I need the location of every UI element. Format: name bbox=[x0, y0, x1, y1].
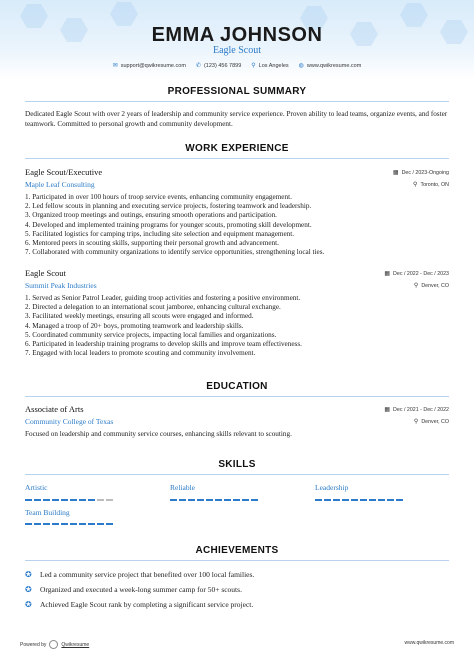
company-name: Summit Peak Industries bbox=[25, 281, 97, 290]
list-item: 6. Participated in leadership training programs to develop skills and improve team effectiveness. bbox=[25, 340, 302, 349]
globe-icon: ◍ bbox=[298, 63, 304, 69]
skill-dash bbox=[396, 499, 403, 501]
education-location: ⚲ Denver, CO bbox=[413, 419, 449, 425]
map-pin-icon: ⚲ bbox=[413, 182, 418, 188]
contact-location: ⚲ Los Angeles bbox=[251, 63, 289, 69]
skill-name: Artistic bbox=[25, 483, 48, 492]
skill-level-bar bbox=[25, 523, 113, 525]
skill-dash bbox=[25, 499, 32, 501]
job-dates: ▦ Dec / 2023-Ongoing bbox=[392, 170, 449, 176]
skill-dash bbox=[197, 499, 204, 501]
list-item: 6. Mentored peers in scouting skills, supporting their personal growth and advancement. bbox=[25, 239, 279, 248]
skill-dash bbox=[25, 523, 32, 525]
skill-dash bbox=[106, 523, 113, 525]
skill-dash bbox=[88, 523, 95, 525]
summary-text: Dedicated Eagle Scout with over 2 years of leadership and community service experience. Proven ability to lead teams, organize events, and foster teamwork. Committed to personal growth and community development. bbox=[25, 110, 448, 128]
footer-website[interactable]: www.qwikresume.com bbox=[404, 640, 454, 646]
achievement-item: ✪ Led a community service project that benefited over 100 local families. bbox=[25, 570, 255, 579]
skill-dash bbox=[106, 499, 113, 501]
divider bbox=[25, 396, 449, 397]
calendar-icon: ▦ bbox=[384, 271, 391, 277]
map-pin-icon: ⚲ bbox=[413, 419, 419, 425]
skill-dash bbox=[378, 499, 385, 501]
job-bullets bbox=[25, 294, 455, 358]
skill-dash bbox=[242, 499, 249, 501]
list-item: 7. Engaged with local leaders to promote scouting and community involvement. bbox=[25, 349, 256, 358]
skill-dash bbox=[70, 523, 77, 525]
skill-dash bbox=[88, 499, 95, 501]
education-text: Focused on leadership and community service courses, enhancing skills relevant to scouting. bbox=[25, 430, 292, 438]
list-item: 3. Facilitated weekly meetings, ensuring all scouts were engaged and informed. bbox=[25, 312, 254, 321]
skill-dash bbox=[224, 499, 231, 501]
achievement-item: ✪ Achieved Eagle Scout rank by completing a significant service project. bbox=[25, 600, 254, 609]
company-name: Maple Leaf Consulting bbox=[25, 180, 95, 189]
skill-dash bbox=[315, 499, 322, 501]
hexagon-decoration bbox=[110, 2, 138, 26]
phone-icon: ✆ bbox=[195, 63, 201, 69]
contact-website[interactable]: ◍ www.qwikresume.com bbox=[298, 63, 362, 69]
list-item: 1. Served as Senior Patrol Leader, guiding troop activities and fostering a positive environment. bbox=[25, 294, 301, 302]
calendar-icon: ▦ bbox=[392, 170, 399, 176]
skill-name: Team Building bbox=[25, 508, 70, 517]
map-pin-icon: ⚲ bbox=[413, 283, 419, 289]
skill-dash bbox=[170, 499, 177, 501]
map-pin-icon: ⚲ bbox=[251, 63, 256, 69]
divider bbox=[25, 158, 449, 159]
skill-dash bbox=[342, 499, 349, 501]
skill-dash bbox=[369, 499, 376, 501]
footer bbox=[0, 640, 474, 652]
skill-level-bar bbox=[170, 499, 258, 501]
qwikresume-logo-icon bbox=[49, 640, 58, 649]
list-item: 4. Managed a troop of 20+ boys, promoting teamwork and leadership skills. bbox=[25, 321, 244, 330]
job-location: ⚲ Toronto, ON bbox=[413, 182, 449, 188]
skill-level-bar bbox=[315, 499, 403, 501]
header-banner bbox=[0, 0, 474, 80]
skill-dash bbox=[233, 499, 240, 501]
skill-dash bbox=[61, 499, 68, 501]
medal-icon: ✪ bbox=[25, 600, 32, 609]
skill-dash bbox=[97, 499, 104, 501]
calendar-icon: ▦ bbox=[384, 407, 391, 413]
skill-name: Reliable bbox=[170, 483, 195, 492]
skill-dash bbox=[351, 499, 358, 501]
contact-bar bbox=[0, 62, 474, 69]
skill-dash bbox=[52, 523, 59, 525]
skill-dash bbox=[324, 499, 331, 501]
skill-dash bbox=[360, 499, 367, 501]
list-item: 1. Participated in over 100 hours of troop service events, enhancing community engagement. bbox=[25, 193, 292, 201]
skill-name: Leadership bbox=[315, 483, 349, 492]
achievement-item: ✪ Organized and executed a week-long summer camp for 50+ scouts. bbox=[25, 585, 242, 594]
envelope-icon: ✉ bbox=[112, 63, 118, 69]
skill-dash bbox=[52, 499, 59, 501]
skill-dash bbox=[97, 523, 104, 525]
divider bbox=[25, 101, 449, 102]
skill-dash bbox=[61, 523, 68, 525]
divider bbox=[25, 474, 449, 475]
skill-dash bbox=[251, 499, 258, 501]
candidate-role: Eagle Scout bbox=[212, 45, 262, 56]
medal-icon: ✪ bbox=[25, 585, 32, 594]
degree-title: Associate of Arts bbox=[25, 404, 84, 414]
job-dates: ▦ Dec / 2022 - Dec / 2023 bbox=[384, 271, 449, 277]
skill-dash bbox=[70, 499, 77, 501]
education-dates: ▦ Dec / 2021 - Dec / 2022 bbox=[384, 407, 449, 413]
school-name: Community College of Texas bbox=[25, 417, 114, 426]
section-title-experience: WORK EXPERIENCE bbox=[185, 143, 289, 154]
medal-icon: ✪ bbox=[25, 570, 32, 579]
skill-dash bbox=[333, 499, 340, 501]
skill-dash bbox=[188, 499, 195, 501]
list-item: 3. Organized troop meetings and outings, ensuring smooth operations and participation. bbox=[25, 211, 277, 220]
job-title: Eagle Scout/Executive bbox=[25, 167, 103, 177]
list-item: 2. Directed a delegation to an international scout jamboree, enhancing cultural exchange. bbox=[25, 303, 281, 312]
contact-email[interactable]: ✉ support@qwikresume.com bbox=[112, 63, 186, 69]
brand-link[interactable]: Qwikresume bbox=[61, 641, 90, 648]
list-item: 4. Developed and implemented training programs for younger scouts, promoting skill development. bbox=[25, 220, 312, 229]
list-item: 7. Collaborated with community organizations to identify service opportunities, strengthening local ties. bbox=[25, 248, 325, 257]
job-title: Eagle Scout bbox=[25, 268, 66, 278]
skill-dash bbox=[79, 499, 86, 501]
skill-dash bbox=[215, 499, 222, 501]
skill-dash bbox=[43, 499, 50, 501]
skill-dash bbox=[34, 499, 41, 501]
section-title-summary: PROFESSIONAL SUMMARY bbox=[167, 86, 307, 97]
skill-dash bbox=[79, 523, 86, 525]
section-title-skills: SKILLS bbox=[218, 459, 256, 470]
candidate-name: EMMA JOHNSON bbox=[151, 24, 323, 46]
list-item: 5. Facilitated logistics for camping trips, including site selection and equipment management. bbox=[25, 229, 295, 238]
job-location: ⚲ Denver, CO bbox=[413, 283, 449, 289]
skill-dash bbox=[43, 523, 50, 525]
divider bbox=[25, 560, 449, 561]
section-title-achievements: ACHIEVEMENTS bbox=[195, 545, 279, 556]
list-item: 5. Coordinated community service projects, impacting local families and organizations. bbox=[25, 330, 277, 339]
contact-phone: ✆ (123) 456 7899 bbox=[195, 63, 242, 69]
list-item: 2. Led fellow scouts in planning and executing service projects, fostering teamwork and leadership. bbox=[25, 202, 312, 211]
skill-dash bbox=[387, 499, 394, 501]
skill-dash bbox=[179, 499, 186, 501]
section-title-education: EDUCATION bbox=[206, 381, 268, 392]
skill-dash bbox=[34, 523, 41, 525]
skill-level-bar bbox=[25, 499, 113, 501]
powered-by: Powered by Qwikresume bbox=[20, 641, 90, 648]
skill-dash bbox=[206, 499, 213, 501]
job-bullets bbox=[25, 193, 455, 257]
